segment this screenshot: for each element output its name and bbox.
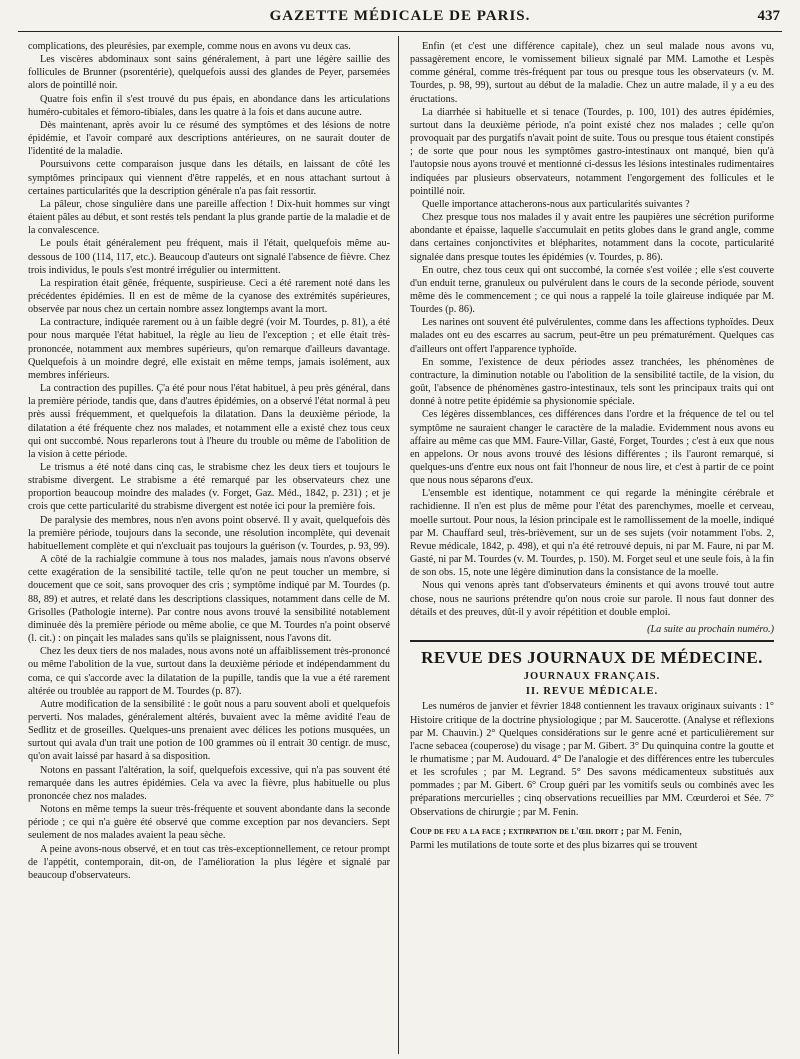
paragraph: complications, des pleurésies, par exemple, comme nous en avons vu deux cas. xyxy=(28,41,351,52)
paragraph: La contracture, indiquée rarement ou à un faible degré (voir M. Tourdes, p. 81), a été pour nous marquée l'état habituel, la règle au lieu de l'exception ; et elle était très-prononcée, notamment aux membres supérieurs, qu'on remarque d'ailleurs davantage. Quelquefois à un moindre degré, elle existait en même temps, jamais isolément, aux membres inférieurs. xyxy=(28,317,390,381)
paragraph: Le pouls était généralement peu fréquent, mais il l'était, quelquefois même au-dessous de 100 (114, 117, etc.). Beaucoup d'auteurs ont signalé l'absence de fièvre. Chez trois individus, le pouls s'est montré irrégulier ou intermittent. xyxy=(28,238,390,276)
paragraph: De paralysie des membres, nous n'en avons point observé. Il y avait, quelquefois dès la première période, toujours dans la seconde, une résolution incomplète, qui devenait habituellement complète et qui n'excluait pas toujours la guérison (v. Tourdes, p. 93, 99). xyxy=(28,514,390,552)
section-title: REVUE DES JOURNAUX DE MÉDECINE. xyxy=(421,648,763,668)
paragraph: Autre modification de la sensibilité : le goût nous a paru souvent aboli et quelquefois perverti. Nos malades, généralement altérés, buvaient avec la même avidité l'eau de Sedlitz et de groseilles. Quelques-uns prenaient avec délices les potions musquées, un surtout qui avala d'un trait une potion de 100 grammes où il entrait 30 centigr. de musc, qu'on avait laissé par hasard à sa disposition. xyxy=(28,698,390,763)
paragraph: En outre, chez tous ceux qui ont succombé, la cornée s'est voilée ; elle s'est couverte d'un enduit terne, granuleux ou pulvérulent dans le cours de la seconde période, souvent même dès le commencement ; ce qui nous a rappelé la toile glaireuse indiquée par M. Tourdes (p. 86). xyxy=(410,264,774,316)
paragraph: Parmi les mutilations de toute sorte et des plus bizarres qui se trouvent xyxy=(410,839,698,851)
paragraph: Les numéros de janvier et février 1848 contiennent les travaux originaux suivants : 1° Histoire critique de la doctrine physiologique ; par M. Saucerotte. (Analyse et réflexions par M. Chauvin.) 2° Quelques considérations sur le genre acné et particulièrement sur l'acne sebacea (couperose) du visage ; par M. Gibert. 3° Du quinquina contre la goutte et le rhumatisme ; par M. Audouard. 4° De l'analogie et des différences entre les tubercules et les scrofules ; par M. Legrand. 5° Des savons médicamenteux substitués aux pommades ; par M. Gibert. 6° Croup guéri par les vomitifs seuls ou combinés avec les préparations mercurielles ; cinq observations recueillies par MM. Cœurderoi et Sée. 7° Observations de chirurgie ; par M. Fenin. xyxy=(410,701,774,818)
header-rule xyxy=(18,31,782,32)
paragraph: La contraction des pupilles. Ç'a été pour nous l'état habituel, à peu près général, dans la première période, tandis que, dans d'autres épidémies, on a observé l'état normal à peu près aussi fréquemment, et quelquefois la dilatation. Dans la deuxième période, la dilatation a été fréquente chez nos malades, et notamment elle a existé chez tous ceux qui ont succombé. Nous reparlerons tout à l'heure du trouble ou même de l'abolition de la vision à cette période. xyxy=(28,383,390,460)
paragraph: Les viscères abdominaux sont sains généralement, à part une légère saillie des follicules de Brunner (psorentérie), quelquefois aussi des glandes de Peyer, parsemées alors de pointillé noir. xyxy=(28,54,390,92)
paragraph: Chez les deux tiers de nos malades, nous avons noté un affaiblissement très-prononcé ou même l'abolition de la vue, surtout dans la deuxième période et indépendamment du coma, ce qui s'accorde avec la dilatation de la pupille, tandis que la vue a été rarement altérée ou troublée au rapport de M. Tourdes (p. 87). xyxy=(28,646,390,697)
subsection-title: JOURNAUX FRANÇAIS. xyxy=(523,671,661,683)
article-author: par M. Fenin, xyxy=(626,825,682,837)
paragraph: Quelle importance attacherons-nous aux particularités suivantes ? xyxy=(422,198,690,210)
page-header xyxy=(0,0,800,38)
paragraph: A côté de la rachialgie commune à tous nos malades, jamais nous n'avons observé cette exagération de la sensibilité tactile, telle qu'on ne peut toucher un membre, si doucement que ce soit, sans provoquer des cris ; symptôme indiqué par M. Tourdes (p. 88, 89) et autres, et relaté dans les descriptions classiques, notamment dans celle de M. Grisolles (Pathologie interne). Par contre nous avons trouvé la sensibilité notablement diminuée dès la première période ou même abolie, ce que M. Tourdes n'a point observé (l. cit.) : on pinçait les malades sans qu'ils se plaignissent, nous l'avons dit. xyxy=(28,554,390,645)
continuation-note: (La suite au prochain numéro.) xyxy=(647,623,774,635)
paragraph: L'ensemble est identique, notamment ce qui regarde la méningite cérébrale et rachidienne. Il n'en est plus de même pour l'état des parenchymes, moelle et cerveau, moelle surtout. Pour nous, la lésion principale est le ramollissement de la moelle, indiqué par M. Chauffard seul, très-brièvement, sur un de ses sujets (voir notamment l'obs. 2, Revue médicale, 1842, p. 498), et qui n'a été retrouvé depuis, ni par M. Faure, ni par M. Gasté, ni par M. Tourdes (v. M. Tourdes, p. 150). M. Forget seul et une seule fois, à la fin de son obs. 15, note une légère diminution dans la consistance de la moelle. xyxy=(410,488,774,579)
subsection-title: II. REVUE MÉDICALE. xyxy=(525,686,659,698)
paragraph: Chez presque tous nos malades il y avait entre les paupières une sécrétion puriforme abondante et épaisse, laquelle s'accumulait en petits globes dans le grand angle, comme dans certaines conjonctivites et blépharites, notamment dans la cocote, particularité signalée dans presque toutes les épidémies (v. Tourdes, p. 86). xyxy=(410,212,774,263)
page-number: 437 xyxy=(757,8,780,24)
left-column xyxy=(28,40,390,1050)
paragraph: La pâleur, chose singulière dans une pareille affection ! Dix-huit hommes sur vingt étaient pâles au début, et sont restés tels pendant la plus grande partie de la maladie et de la convalescence. xyxy=(28,198,390,237)
paragraph: La respiration était gênée, fréquente, suspirieuse. Ceci a été rarement noté dans les précédentes épidémies. Il en est de même de la cyanose des extrémités supérieures, observée par nous chez un certain nombre assez longtemps avant la mort. xyxy=(28,277,390,316)
section-rule xyxy=(410,640,774,642)
right-column xyxy=(410,40,774,1050)
paragraph: Le trismus a été noté dans cinq cas, le strabisme chez les deux tiers et toujours le strabisme divergent. Le strabisme a été remarqué par les observateurs chez une proportion beaucoup moindre des malades (v. Forget, Gaz. Méd., 1842, p. 231) ; et je crois que cette particularité du strabisme divergent est notée ici pour la première fois. xyxy=(28,462,390,513)
paragraph: En somme, l'existence de deux périodes assez tranchées, les phénomènes de contracture, la diminution notable ou l'abolition de la sensibilité tactile, de la vision, du goût, l'absence de phénomènes gastro-intestinaux, tels sont les principaux traits qui ont donné à notre petite épidémie sa physionomie spéciale. xyxy=(410,356,774,408)
column-divider xyxy=(398,36,399,1054)
paragraph: Enfin (et c'est une différence capitale), chez un seul malade nous avons vu, passagèrement encore, le vomissement bilieux signalé par MM. Lamothe et Lespès comme général, comme très-fréquent par tous ou presque tous les observateurs (v. M. Tourdes, p. 98, 99), surtout au début de la maladie. Chez un autre malade, il y a eu des éructations. xyxy=(410,41,774,105)
paragraph: Quatre fois enfin il s'est trouvé du pus épais, en abondance dans les articulations huméro-cubitales et fémoro-tibiales, dans les quatre à la fois et dans aucune autre. xyxy=(28,93,390,118)
paragraph: Notons en passant l'altération, la soif, quelquefois excessive, qui n'a pas souvent été remarquée dans les autres épidémies. Cela va avec la fièvre, plus habituelle ou plus prononcée chez nos malades. xyxy=(28,764,390,802)
paragraph: La diarrhée si habituelle et si tenace (Tourdes, p. 100, 101) des autres épidémies, surtout dans la deuxième période, n'a point existé chez nos malades ; celle qu'on provoquait par des purgatifs n'avait point de suite. Tous ou presque tous étaient constipés ; de sorte que pour nous les symptômes gastro-intestinaux ont manqué, bien qu'à l'autopsie nous ayons trouvé et mentionné ci-dessus les lésions intestinales rudimentaires indiquées par plusieurs observateurs, notamment l'engorgement des follicules et le pointillé noir. xyxy=(410,106,774,197)
paragraph: Notons en même temps la sueur très-fréquente et souvent abondante dans la seconde période ; ce qui n'a guère été observé que comme exception par nos devanciers. Sept seulement de nos malades avaient la peau sèche. xyxy=(28,804,390,842)
article-title: Coup de feu a la face ; extirpation de l'œil droit ; xyxy=(410,826,624,837)
running-title: GAZETTE MÉDICALE DE PARIS. xyxy=(269,8,531,24)
paragraph: Les narines ont souvent été pulvérulentes, comme dans les affections typhoïdes. Deux malades ont eu des escarres au sacrum, peut-être un peu prématurément. Quelques cas d'ailleurs ont offert l'apparence typhoïde. xyxy=(410,317,774,355)
paragraph: Poursuivons cette comparaison jusque dans les détails, en laissant de côté les symptômes principaux qui viennent d'être rappelés, et en nous attachant surtout à certaines particularités que la description générale n'a pas fait ressortir. xyxy=(28,159,390,197)
article-heading xyxy=(410,825,774,839)
paragraph: Ces légères dissemblances, ces différences dans l'ordre et la fréquence de tel ou tel symptôme ne sauraient changer le caractère de la maladie. Evidemment nous avons eu affaire au même cas que MM. Faure-Villar, Gasté, Forget, Tourdes ; c'est à eux que nous en appelons. Or nous avons trouvé des lésions différentes ; ils l'auront remarqué, si quelques-uns d'entre eux nous ont fait l'honneur de nous lire, et c'est à partir de ce point que nous nous séparons d'eux. xyxy=(410,409,774,487)
paragraph: Dès maintenant, après avoir lu ce résumé des symptômes et des lésions de notre épidémie, et l'avoir comparé aux descriptions antérieures, on ne saurait douter de l'identité de la maladie. xyxy=(28,119,390,158)
paragraph: A peine avons-nous observé, et en tout cas très-exceptionnellement, ce retour prompt de l'appétit, contemporain, dit-on, de l'amélioration la plus légère et signalé par beaucoup d'observateurs. xyxy=(28,843,390,881)
paragraph: Nous qui venons après tant d'observateurs éminents et qui avons trouvé tout autre chose, nous ne saurions prétendre qu'on nous croie sur parole. Il nous faut donner des détails et des preuves, dût-il y avoir répétition et double emploi. xyxy=(410,580,774,618)
